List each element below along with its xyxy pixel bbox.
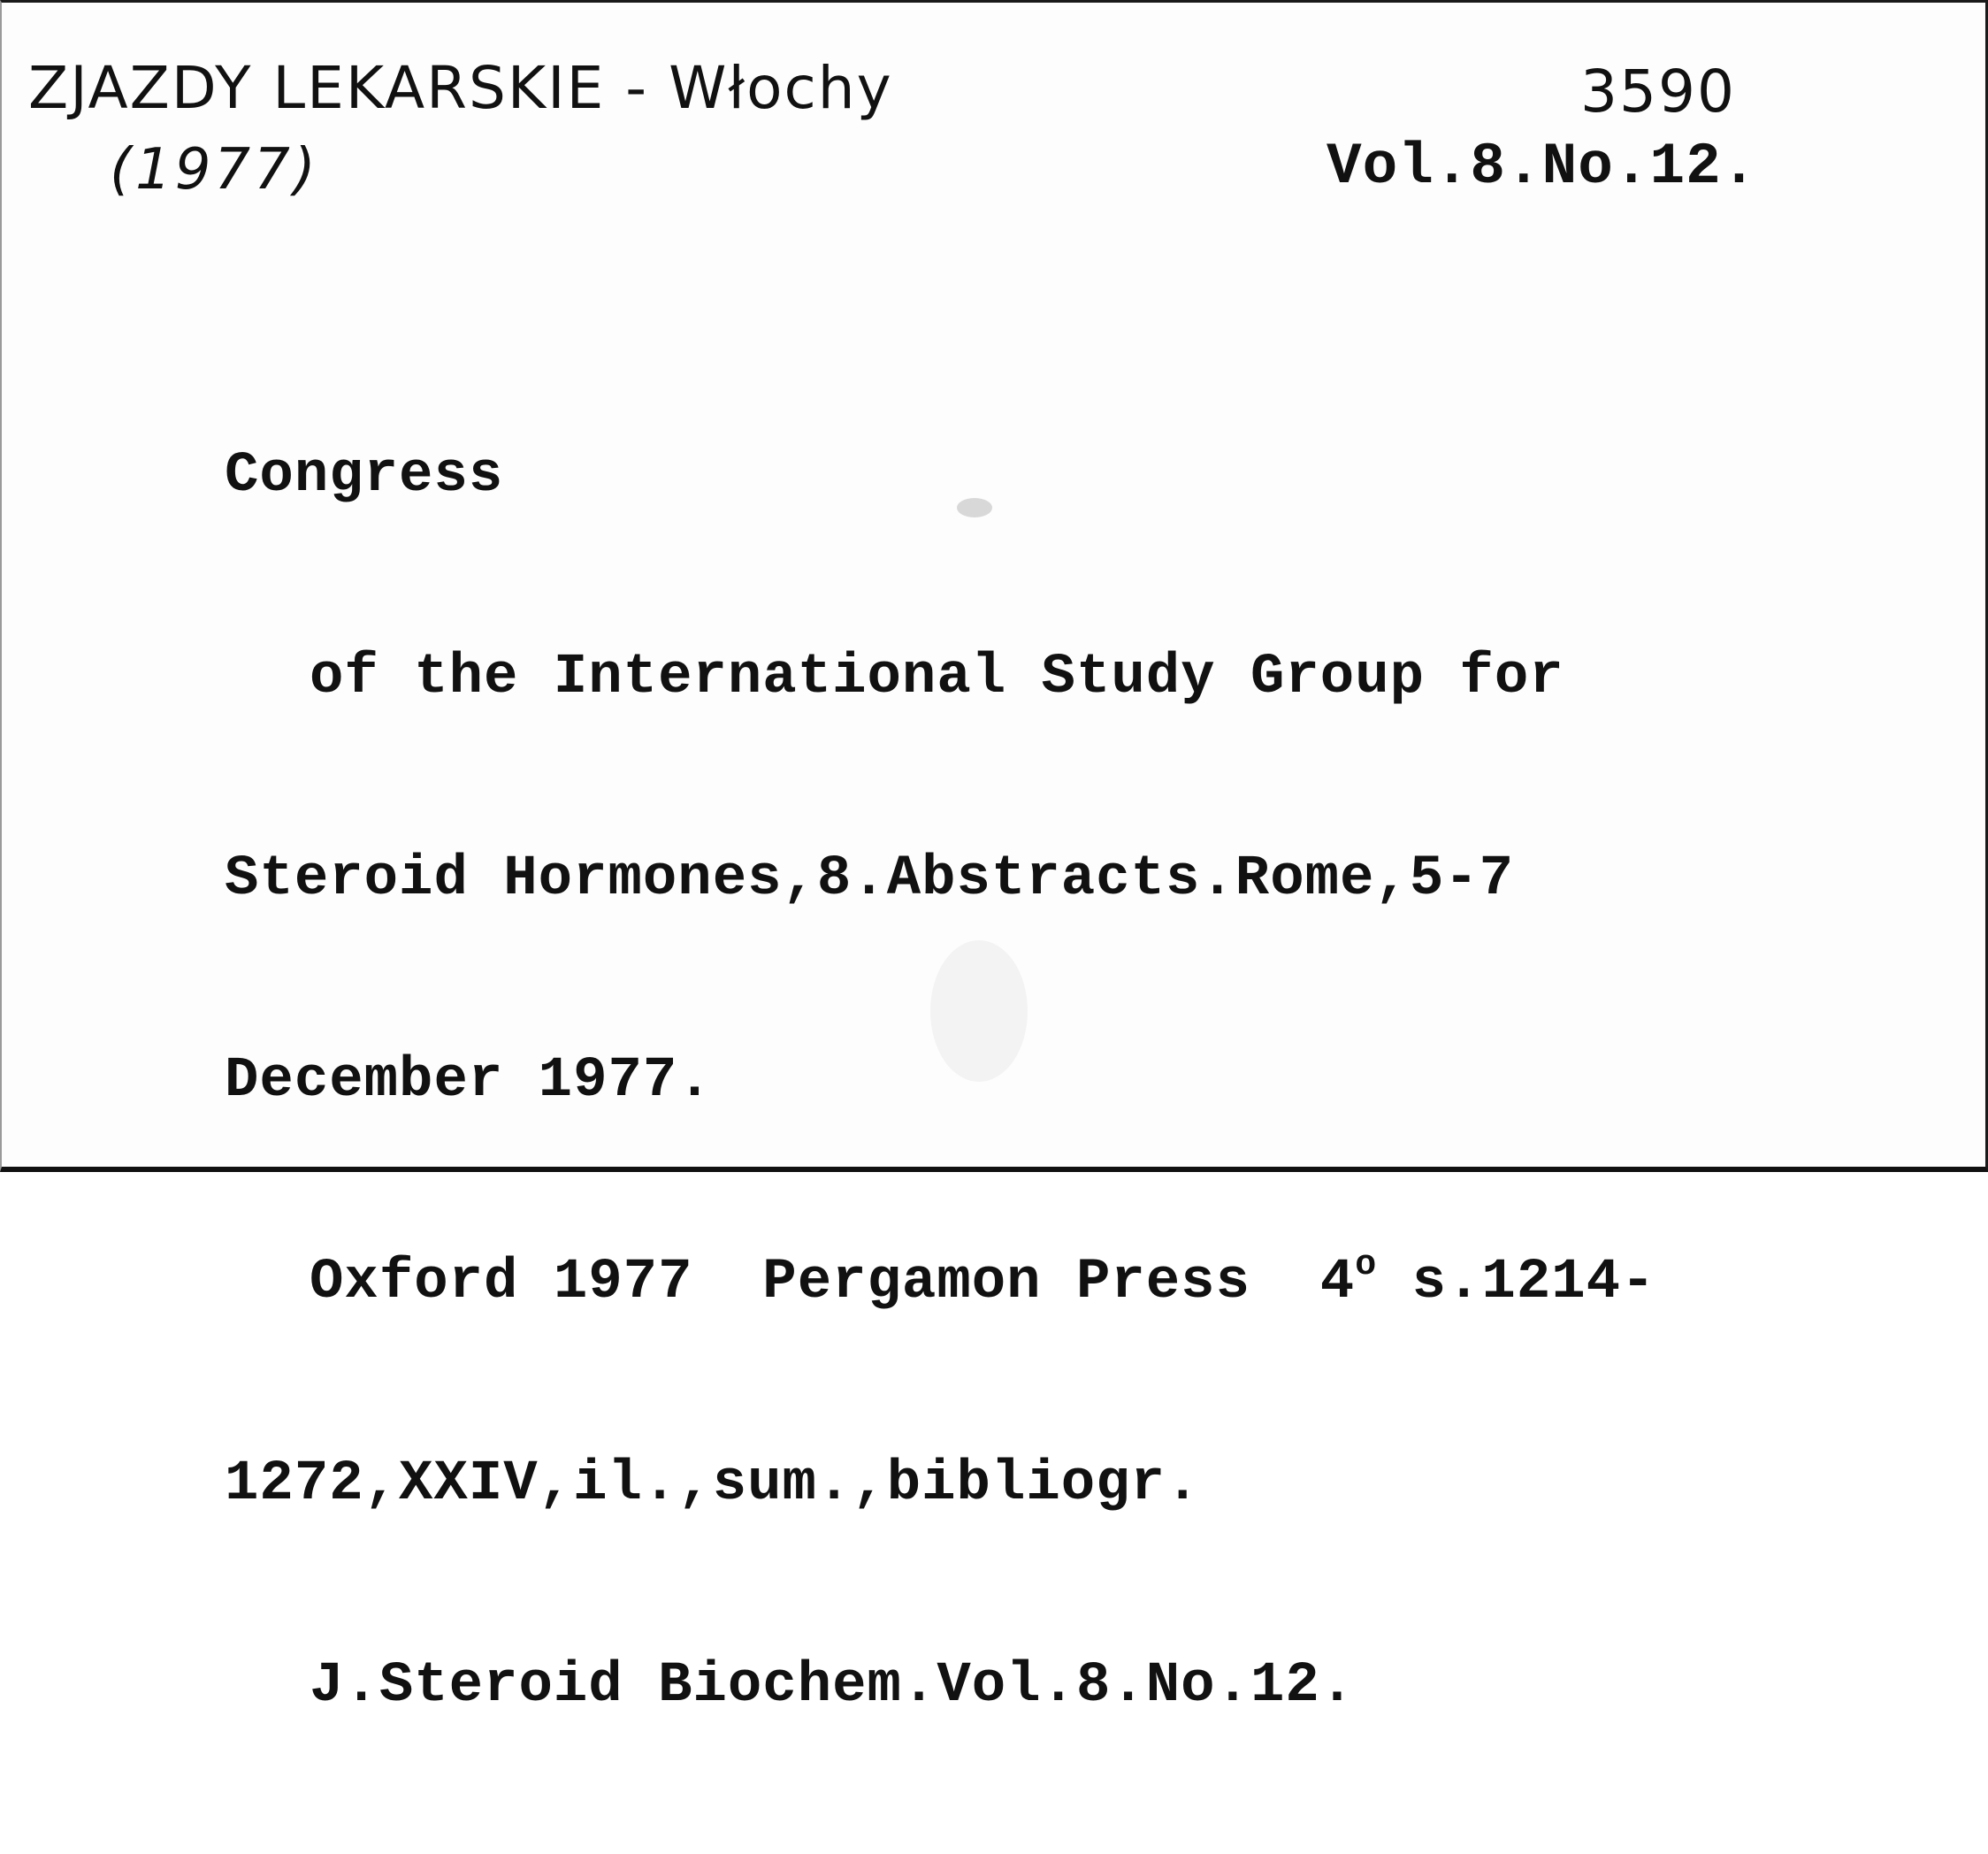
stain [957,498,992,517]
pages-text: s.1214- [1377,1251,1656,1314]
year-annotation: (1977) [110,137,319,203]
call-number: 3590 [1580,57,1736,126]
bibliographic-entry [225,308,1655,1854]
entry-line-2: of the International Study Group for [310,646,1564,709]
entry-imprint-line [225,1245,1656,1316]
imprint-text: Oxford 1977 Pergamon Press 4 [310,1251,1356,1314]
subject-heading: ZJAZDY LEKARSKIE - Włochy [28,54,893,122]
entry-line-6: 1272,XXIV,il.,sum.,bibliogr. [225,1452,1201,1516]
format-superscript: o [1355,1245,1378,1285]
entry-series-line: J.Steroid Biochem.Vol.8.No.12. [310,1654,1356,1718]
entry-line-4: December 1977. [225,1049,713,1113]
entry-line-3: Steroid Hormones,8.Abstracts.Rome,5-7 [225,847,1515,911]
stain [930,940,1028,1082]
volume-reference: Vol.8.No.12. [1327,134,1758,200]
entry-title-line: Congress [225,444,504,508]
